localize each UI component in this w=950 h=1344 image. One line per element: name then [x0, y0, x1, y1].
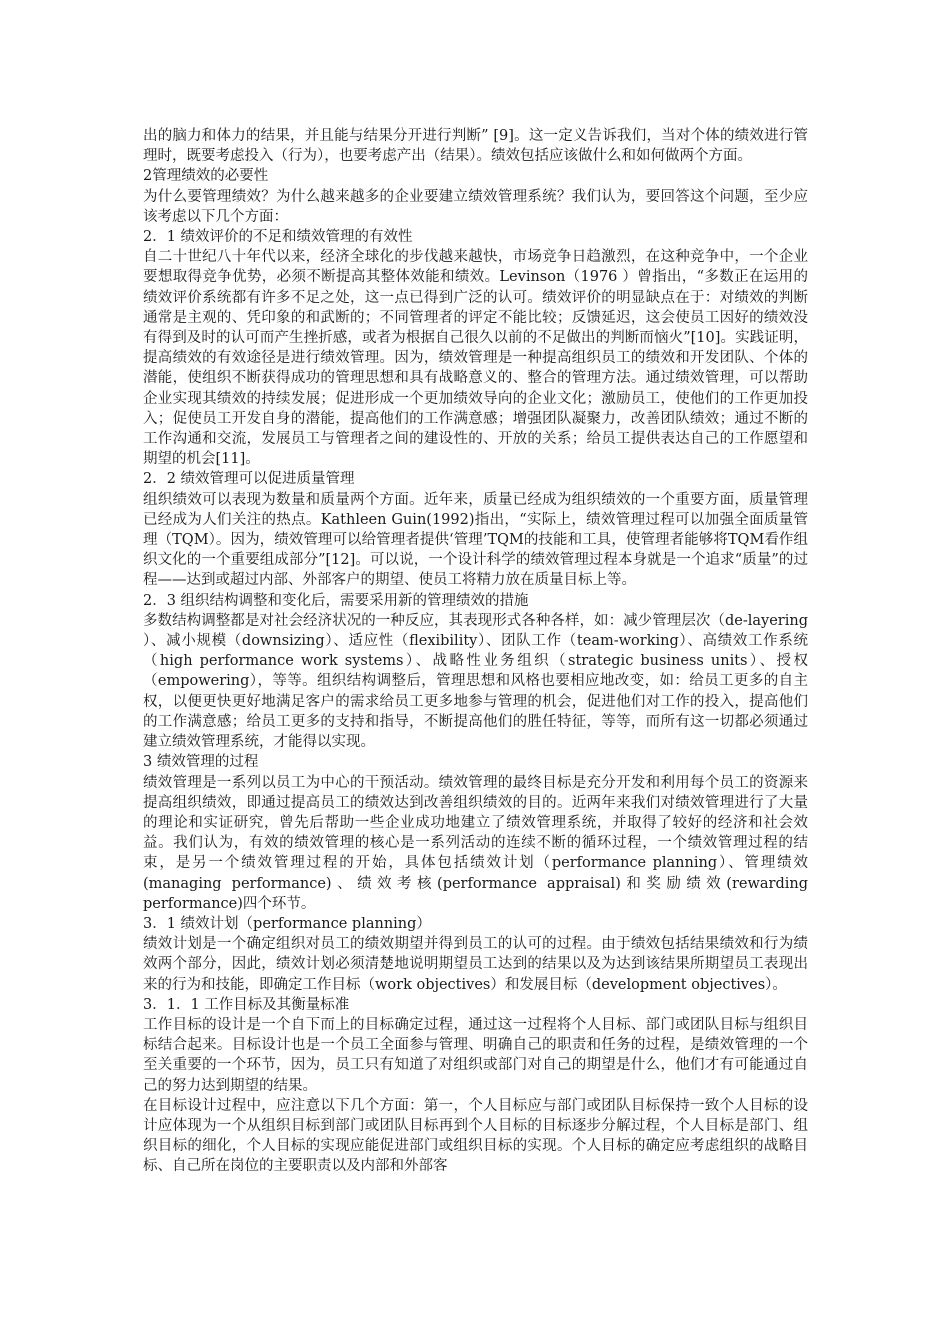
- section-2-1-heading: 2．1 绩效评价的不足和绩效管理的有效性: [143, 229, 413, 246]
- section-2-2-body: 组织绩效可以表现为数量和质量两个方面。近年来，质量已经成为组织绩效的一个重要方面，质量管理已经成为人们关注的热点。Kathleen Guin(1992)指出，“实际上，绩效管理过程可以加强全面质量管理（TQM）。因为，绩效管理可以给管理者提供‘管理’TQM的技能和工具，使管理者能够将TQM看作组织文化的一个重要组成部分”[12]。可以说，一个设计科学的绩效管理过程本身就是一个追求“质量”的过程——达到或超过内部、外部客户的期望、使员工将精力放在质量目标上等。: [143, 491, 808, 589]
- section-2-3-heading: 2．3 组织结构调整和变化后，需要采用新的管理绩效的措施: [143, 592, 529, 609]
- section-3-1-1-body-1: 工作目标的设计是一个自下而上的目标确定过程，通过这一过程将个人目标、部门或团队目标与组织目标结合起来。目标设计也是一个员工全面参与管理、明确自己的职责和任务的过程，是绩效管理的一个至关重要的一个环节，因为，员工只有知道了对组织或部门对自己的期望是什么，他们才有可能通过自己的努力达到期望的结果。: [143, 1016, 808, 1094]
- paragraph-intro-continuation: 出的脑力和体力的结果，并且能与结果分开进行判断” [9]。这一定义告诉我们，当对个体的绩效进行管理时，既要考虑投入（行为），也要考虑产出（结果）。绩效包括应该做什么和如何做两个方面。: [143, 128, 808, 165]
- section-3-1-heading: 3．1 绩效计划（performance planning）: [143, 915, 431, 932]
- section-3-body: 绩效管理是一系列以员工为中心的干预活动。绩效管理的最终目标是充分开发和利用每个员工的资源来提高组织绩效，即通过提高员工的绩效达到改善组织绩效的目的。近两年来我们对绩效管理进行了大量的理论和实证研究，曾先后帮助一些企业成功地建立了绩效管理系统，并取得了较好的经济和社会效益。我们认为，有效的绩效管理的核心是一系列活动的连续不断的循环过程，一个绩效管理过程的结束，是另一个绩效管理过程的开始，具体包括绩效计划（performance planning）、管理绩效(managing performance)、绩效考核(performance appraisal)和奖励绩效(rewarding performance)四个环节。: [143, 774, 808, 912]
- document-page: [143, 126, 808, 1177]
- section-2-2-heading: 2．2 绩效管理可以促进质量管理: [143, 471, 355, 488]
- section-2-1-body: 自二十世纪八十年代以来，经济全球化的步伐越来越快，市场竞争日趋激烈，在这种竞争中，一个企业要想取得竞争优势，必须不断提高其整体效能和绩效。Levinson（1976 ）曾指出，“多数正在运用的绩效评价系统都有许多不足之处，这一点已得到广泛的认可。绩效评价的明显缺点在于：对绩效的判断通常是主观的、凭印象的和武断的；不同管理者的评定不能比较；反馈延迟，这会使员工因好的绩效没有得到及时的认可而产生挫折感，或者为根据自己很久以前的不足做出的判断而恼火”[10]。实践证明，提高绩效的有效途径是进行绩效管理。因为，绩效管理是一种提高组织员工的绩效和开发团队、个体的潜能，使组织不断获得成功的管理思想和具有战略意义的、整合的管理方法。通过绩效管理，可以帮助企业实现其绩效的持续发展；促进形成一个更加绩效导向的企业文化；激励员工，使他们的工作更加投入；促使员工开发自身的潜能，提高他们的工作满意感；增强团队凝聚力，改善团队绩效；通过不断的工作沟通和交流，发展员工与管理者之间的建设性的、开放的关系；给员工提供表达自己的工作愿望和期望的机会[11]。: [143, 249, 808, 468]
- section-2-3-body: 多数结构调整都是对社会经济状况的一种反应，其表现形式各种各样，如：减少管理层次（de-layering ）、减小规模（downsizing）、适应性（flexibility）、团队工作（team-working）、高绩效工作系统（high performance work systems）、战略性业务组织（strategic business units）、授权（empowering），等等。组织结构调整后，管理思想和风格也要相应地改变，如：给员工更多的自主权，以便更快更好地满足客户的需求给员工更多地参与管理的机会，促进他们对工作的投入，提高他们的工作满意感；给员工更多的支持和指导，不断提高他们的胜任特征，等等，而所有这一切都必须通过建立绩效管理系统，才能得以实现。: [143, 612, 808, 751]
- section-3-1-body: 绩效计划是一个确定组织对员工的绩效期望并得到员工的认可的过程。由于绩效包括结果绩效和行为绩效两个部分，因此，绩效计划必须清楚地说明期望员工达到的结果以及为达到该结果所期望员工表现出来的行为和技能，即确定工作目标（work objectives）和发展目标（development objectives）。: [143, 936, 808, 993]
- section-3-1-1-body-2: 在目标设计过程中，应注意以下几个方面：第一，个人目标应与部门或团队目标保持一致个人目标的设计应体现为一个从组织目标到部门或团队目标再到个人目标的目标逐步分解过程，个人目标是部门、组织目标的细化，个人目标的实现应能促进部门或组织目标的实现。个人目标的确定应考虑组织的战略目标、自己所在岗位的主要职责以及内部和外部客: [143, 1097, 808, 1175]
- section-3-heading: 3 绩效管理的过程: [143, 754, 259, 771]
- section-2-heading: 2管理绩效的必要性: [143, 168, 269, 185]
- section-2-intro: 为什么要管理绩效？为什么越来越多的企业要建立绩效管理系统？我们认为，要回答这个问题，至少应该考虑以下几个方面：: [143, 188, 808, 225]
- section-3-1-1-heading: 3．1．1 工作目标及其衡量标准: [143, 996, 350, 1013]
